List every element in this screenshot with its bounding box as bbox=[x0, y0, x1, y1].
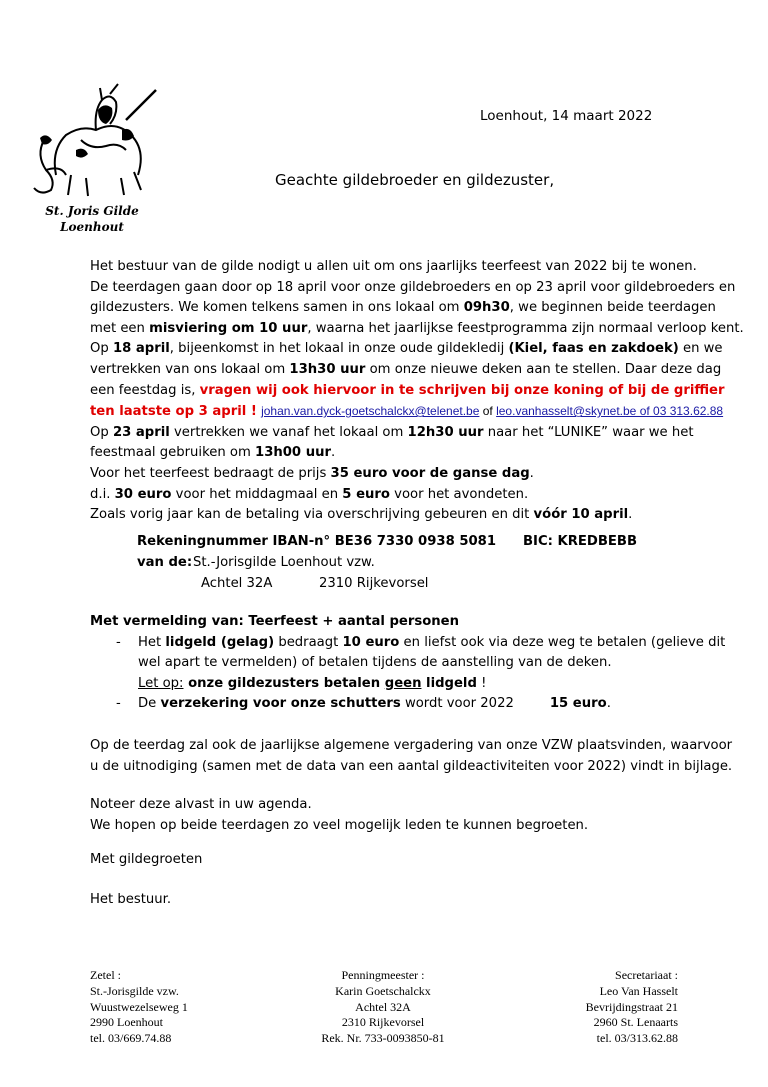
email-link-johan[interactable]: johan.van.dyck-goetschalckx@telenet.be bbox=[261, 404, 480, 419]
paragraph-payment: Zoals vorig jaar kan de betaling via overschrijving gebeuren en dit vóór 10 april. bbox=[90, 507, 633, 523]
paragraph-intro: Het bestuur van de gilde nodigt u allen uit om ons jaarlijks teerfeest van 2022 bij te wonen. bbox=[90, 259, 697, 274]
letter-body bbox=[90, 257, 745, 526]
list-item-lidgeld: - Het lidgeld (gelag) bedraagt 10 euro en liefst ook via deze weg te betalen (gelieve dit wel apart te vermelden) of betalen tijdens de aanstelling van de deken. Let op: onze gildezusters betalen geen lidgeld ! bbox=[116, 634, 726, 691]
paragraph-18-april: Op 18 april, bijeenkomst in het lokaal in onze oude gildekledij (Kiel, faas en zakdoek) en we vertrekken van ons lokaal om 13h30 uur om onze nieuwe deken aan te stellen. Daar deze dag een feestdag is, vragen wij ook hiervoor in te schrijven bij onze koning of bij de griffier ten laatste op 3 april ! johan.van.dyck-goetschalckx@telenet.be of leo.vanhasselt@skynet.be of 03 313.62.88 bbox=[90, 341, 725, 420]
paragraph-teerdagen: De teerdagen gaan door op 18 april voor onze gildebroeders en op 23 april voor gildebroeders en gildezusters. We komen telkens samen in ons lokaal om 09h30, we beginnen beide teerdagen met een misviering om 10 uur, waarna het jaarlijkse feestprogramma zijn normaal verloop kent. bbox=[90, 279, 744, 336]
email-link-leo[interactable]: leo.vanhasselt@skynet.be of 03 313.62.88 bbox=[496, 404, 724, 419]
paragraph-23-april: Op 23 april vertrekken we vanaf het lokaal om 12h30 uur naar het “LUNIKE” waar we het feestmaal gebruiken om 13h00 uur. bbox=[90, 424, 694, 461]
paragraph-price: Voor het teerfeest bedraagt de prijs 35 euro voor de ganse dag. bbox=[90, 465, 534, 481]
bic: BIC: KREDBEBB bbox=[523, 534, 637, 549]
logo-caption-line1: St. Joris Gilde bbox=[45, 204, 139, 218]
list-item-verzekering: - De verzekering voor onze schutters wordt voor 2022 15 euro. bbox=[116, 696, 611, 712]
footer-secretariat: Secretariaat : Leo Van Hasselt Bevrijdingstraat 21 2960 St. Lenaarts tel. 03/313.62.88 bbox=[585, 968, 678, 1046]
salutation: Geachte gildebroeder en gildezuster, bbox=[275, 171, 555, 189]
guild-logo bbox=[26, 80, 166, 200]
logo-caption-line2: Loenhout bbox=[60, 220, 124, 234]
paragraph-agenda: Noteer deze alvast in uw agenda. We hopen op beide teerdagen zo veel mogelijk leden te kunnen begroeten. bbox=[90, 797, 589, 833]
account-holder-city: 2310 Rijkevorsel bbox=[319, 576, 429, 591]
account-holder-street: Achtel 32A bbox=[201, 576, 273, 591]
greeting: Met gildegroeten bbox=[90, 852, 203, 867]
account-holder-label: van de: bbox=[137, 555, 193, 570]
paragraph-price-detail: d.i. 30 euro voor het middagmaal en 5 euro voor het avondeten. bbox=[90, 486, 529, 502]
logo-caption bbox=[22, 203, 162, 235]
notes-heading: Met vermelding van: Teerfeest + aantal personen bbox=[90, 614, 460, 629]
footer-seat: Zetel : St.-Jorisgilde vzw. Wuustwezelseweg 1 2990 Loenhout tel. 03/669.74.88 bbox=[90, 968, 188, 1046]
letter-date: Loenhout, 14 maart 2022 bbox=[480, 108, 653, 124]
iban: Rekeningnummer IBAN-n° BE36 7330 0938 5081 bbox=[137, 534, 497, 549]
paragraph-assembly: Op de teerdag zal ook de jaarlijkse algemene vergadering van onze VZW plaatsvinden, waarvoor u de uitnodiging (samen met de data van een aantal gildeactiviteiten voor 2022) vindt in bijlage. bbox=[90, 738, 733, 774]
payment-notes bbox=[90, 612, 740, 715]
account-holder-name: St.-Jorisgilde Loenhout vzw. bbox=[193, 555, 375, 570]
signature: Het bestuur. bbox=[90, 892, 172, 907]
footer-treasurer: Penningmeester : Karin Goetschalckx Achtel 32A 2310 Rijkevorsel Rek. Nr. 733-0093850-81 bbox=[321, 968, 445, 1046]
registration-notice: vragen wij ook hiervoor in te schrijven bij onze koning of bij de griffier ten laatste op 3 april ! bbox=[90, 382, 725, 420]
